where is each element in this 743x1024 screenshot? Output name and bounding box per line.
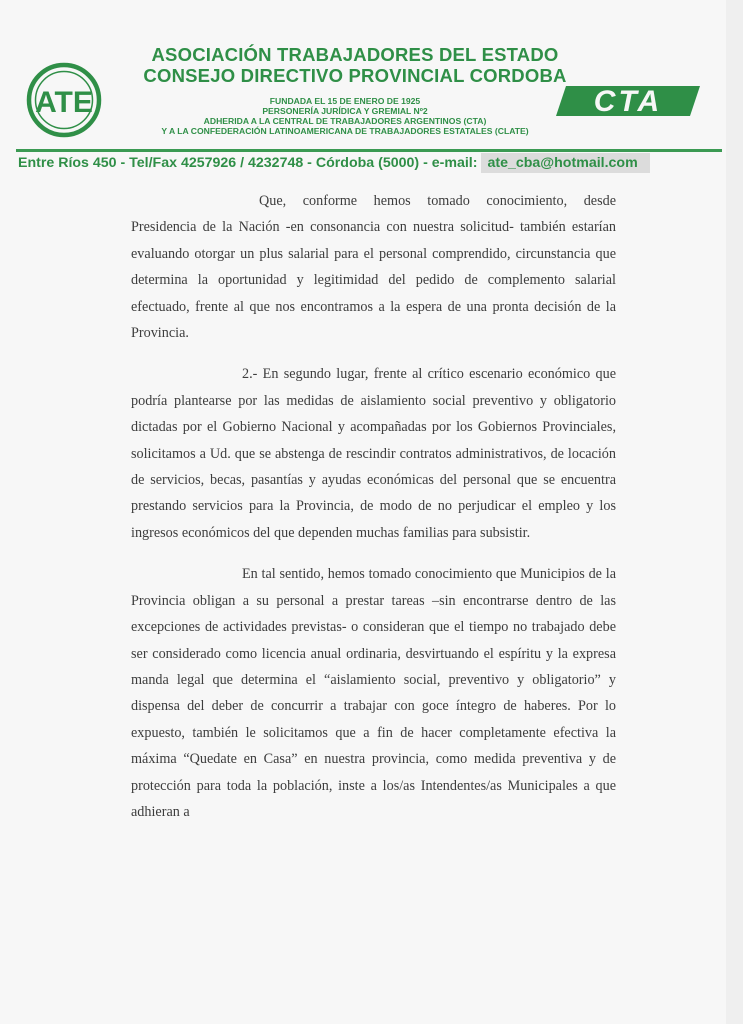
paragraph: Que, conforme hemos tomado conocimiento, desde Presidencia de la Nación -en consonancia con nuestra solicitud- también estarían evaluando otorgar un plus salarial para el personal comprendido, circunstancia que determina la oportunidad y legitimidad del pedido de complemento salarial efectuado, frente al que nos encontramos a la espera de una pronta decisión de la Provincia. [131, 193, 616, 342]
sub-line-4: Y A LA CONFEDERACIÓN LATINOAMERICANA DE TRABAJADORES ESTATALES (CLATE) [161, 126, 529, 136]
sub-line-3: ADHERIDA A LA CENTRAL DE TRABAJADORES ARGENTINOS (CTA) [203, 116, 487, 126]
cta-logo-text: CTA [593, 85, 663, 118]
contact-text: Entre Ríos 450 - Tel/Fax 4257926 / 4232748 - Córdoba (5000) - e-mail: [18, 155, 478, 171]
sub-line-1: FUNDADA EL 15 DE ENERO DE 1925 [269, 96, 421, 106]
paragraph: En tal sentido, hemos tomado conocimiento que Municipios de la Provincia obligan a su personal a prestar tareas –sin encontrarse dentro de las excepciones de actividades previstas- o consideran que el tiempo no trabajado debe ser considerado como licencia anual ordinaria, desvirtuando el espíritu y la expresa manda legal que determina el “aislamiento social, preventivo y obligatorio” y dispensa del deber de concurrir a trabajar con goce íntegro de haberes. Por lo expuesto, también le solicitamos que a fin de hacer completamente efectiva la máxima “Quedate en Casa” en nuestra provincia, como medida preventiva y de protección para toda la población, inste a los/as Intendentes/as Municipales a que adhieran a [131, 566, 616, 820]
letter-body [131, 188, 616, 840]
sub-line-2: PERSONERÍA JURÍDICA Y GREMIAL Nº2 [262, 106, 428, 116]
cta-logo [556, 80, 700, 120]
header-divider [16, 149, 722, 152]
org-subtitle [100, 96, 590, 136]
page-edge [726, 0, 743, 1024]
ate-logo [26, 62, 102, 138]
ate-logo-text: ATE [35, 86, 93, 119]
title-line-2: CONSEJO DIRECTIVO PROVINCIAL CORDOBA [143, 65, 567, 86]
paragraph: 2.- En segundo lugar, frente al crítico escenario económico que podría plantearse por las medidas de aislamiento social preventivo y obligatorio dictadas por el Gobierno Nacional y acompañadas por los Gobiernos Provinciales, solicitamos a Ud. que se abstenga de rescindir contratos administrativos, de locación de servicios, becas, pasantías y ayudas económicas del personal que se encuentra prestando servicios para la Provincia, de modo de no perjudicar el empleo y los ingresos económicos del que dependen muchas familias para subsistir. [131, 366, 616, 541]
org-title [120, 44, 590, 86]
contact-line [18, 153, 650, 173]
title-line-1: ASOCIACIÓN TRABAJADORES DEL ESTADO [151, 44, 559, 65]
email-link[interactable]: ate_cba@hotmail.com [481, 153, 649, 173]
